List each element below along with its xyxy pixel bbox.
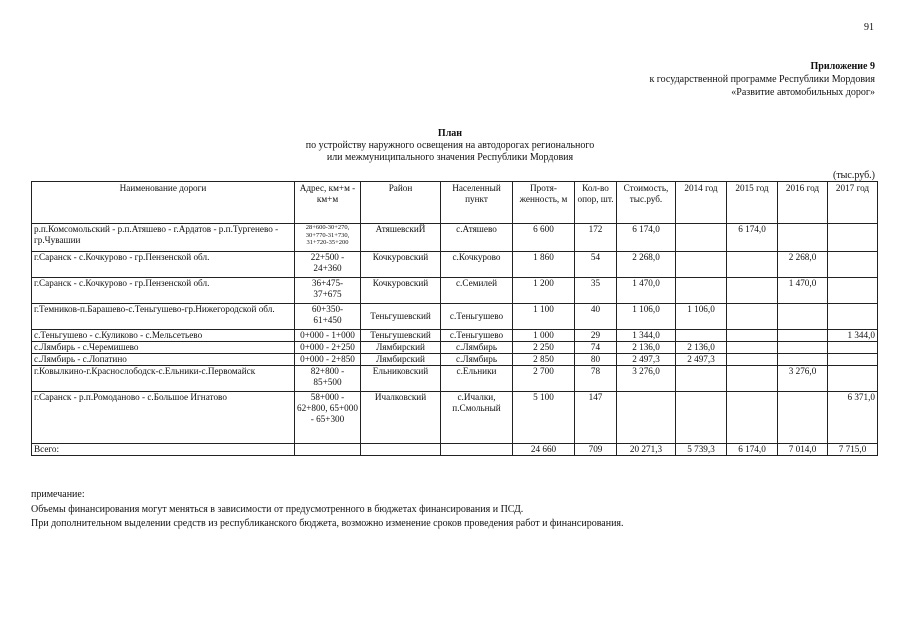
cell-2016 bbox=[778, 342, 828, 354]
header-length: Протя-женность, м bbox=[513, 182, 575, 224]
cell-empty bbox=[441, 444, 513, 456]
cell-cost: 1 106,0 bbox=[617, 304, 676, 330]
cell-road: г.Саранск - с.Кочкурово - гр.Пензенской обл. bbox=[32, 278, 295, 304]
cell-2016 bbox=[778, 330, 828, 342]
cell-2015: 6 174,0 bbox=[727, 224, 778, 252]
total-2017: 7 715,0 bbox=[828, 444, 878, 456]
total-length: 24 660 bbox=[513, 444, 575, 456]
cell-road: с.Лямбирь - с.Черемишево bbox=[32, 342, 295, 354]
cell-2014: 2 136,0 bbox=[676, 342, 727, 354]
cell-length: 2 700 bbox=[513, 366, 575, 392]
cell-2016: 2 268,0 bbox=[778, 252, 828, 278]
cell-2016 bbox=[778, 224, 828, 252]
cell-address: 58+000 - 62+800, 65+000 - 65+300 bbox=[295, 392, 361, 444]
cell-length: 1 200 bbox=[513, 278, 575, 304]
cell-empty bbox=[361, 444, 441, 456]
notes-section bbox=[31, 488, 624, 531]
cell-2017 bbox=[828, 304, 878, 330]
header-2014: 2014 год bbox=[676, 182, 727, 224]
cell-2014 bbox=[676, 252, 727, 278]
cell-2014: 1 106,0 bbox=[676, 304, 727, 330]
cell-locality: с.Ичалки, п.Смольный bbox=[441, 392, 513, 444]
appendix-title: Приложение 9 bbox=[810, 61, 875, 72]
cell-2015 bbox=[727, 342, 778, 354]
cell-road: г.Темников-п.Барашево-с.Теньгушево-гр.Нижегородской обл. bbox=[32, 304, 295, 330]
cell-2016 bbox=[778, 354, 828, 366]
cell-2014 bbox=[676, 278, 727, 304]
cell-poles: 78 bbox=[575, 366, 617, 392]
cell-cost: 3 276,0 bbox=[617, 366, 676, 392]
cell-road: р.п.Комсомольский - р.п.Атяшево - г.Ардатов - р.п.Тургенево - гр.Чувашии bbox=[32, 224, 295, 252]
cell-address: 0+000 - 2+850 bbox=[295, 354, 361, 366]
cell-poles: 74 bbox=[575, 342, 617, 354]
cell-road: г.Саранск - с.Кочкурово - гр.Пензенской обл. bbox=[32, 252, 295, 278]
cell-region: Лямбирский bbox=[361, 354, 441, 366]
cell-2017 bbox=[828, 278, 878, 304]
total-label: Всего: bbox=[32, 444, 295, 456]
cell-poles: 147 bbox=[575, 392, 617, 444]
header-address: Адрес, км+м - км+м bbox=[295, 182, 361, 224]
note-line-1: Объемы финансирования могут меняться в зависимости от предусмотренного в бюджетах финансирования и ПСД. bbox=[31, 504, 524, 515]
cell-2017 bbox=[828, 224, 878, 252]
cell-poles: 172 bbox=[575, 224, 617, 252]
cell-region: Ельниковский bbox=[361, 366, 441, 392]
appendix-line-3: «Развитие автомобильных дорог» bbox=[731, 87, 875, 98]
cell-2016 bbox=[778, 392, 828, 444]
cell-2016 bbox=[778, 304, 828, 330]
cell-cost: 2 268,0 bbox=[617, 252, 676, 278]
header-2016: 2016 год bbox=[778, 182, 828, 224]
cell-locality: с.Теньгушево bbox=[441, 304, 513, 330]
table-row bbox=[32, 366, 878, 392]
cell-length: 6 600 bbox=[513, 224, 575, 252]
cell-region: Кочкуровский bbox=[361, 278, 441, 304]
cell-poles: 35 bbox=[575, 278, 617, 304]
cell-2017 bbox=[828, 342, 878, 354]
cell-2017 bbox=[828, 366, 878, 392]
table-row bbox=[32, 330, 878, 342]
cell-2014 bbox=[676, 224, 727, 252]
table-row bbox=[32, 342, 878, 354]
cell-length: 2 250 bbox=[513, 342, 575, 354]
cell-length: 5 100 bbox=[513, 392, 575, 444]
appendix-line-2: к государственной программе Республики Мордовия bbox=[649, 74, 875, 85]
cell-address: 36+475- 37+675 bbox=[295, 278, 361, 304]
cell-road: г.Ковылкино-г.Краснослободск-с.Ельники-с.Первомайск bbox=[32, 366, 295, 392]
header-2015: 2015 год bbox=[727, 182, 778, 224]
total-2016: 7 014,0 bbox=[778, 444, 828, 456]
cell-2015 bbox=[727, 278, 778, 304]
cell-locality: с.Кочкурово bbox=[441, 252, 513, 278]
cell-2017: 1 344,0 bbox=[828, 330, 878, 342]
cell-poles: 80 bbox=[575, 354, 617, 366]
header-poles: Кол-во опор, шт. bbox=[575, 182, 617, 224]
appendix-header bbox=[649, 60, 875, 99]
total-row bbox=[32, 444, 878, 456]
cell-road: с.Лямбирь - с.Лопатино bbox=[32, 354, 295, 366]
cell-cost: 1 470,0 bbox=[617, 278, 676, 304]
note-line-2: При дополнительном выделении средств из республиканского бюджета, возможно изменение сроков проведения работ и финансирования. bbox=[31, 518, 624, 529]
cell-2014 bbox=[676, 330, 727, 342]
page-number: 91 bbox=[864, 22, 874, 33]
cell-length: 1 100 bbox=[513, 304, 575, 330]
table-row bbox=[32, 252, 878, 278]
total-2015: 6 174,0 bbox=[727, 444, 778, 456]
total-2014: 5 739,3 bbox=[676, 444, 727, 456]
cell-region: Теньгушевский bbox=[361, 330, 441, 342]
cell-region: Лямбирский bbox=[361, 342, 441, 354]
cell-cost bbox=[617, 392, 676, 444]
header-cost: Стоимость, тыс.руб. bbox=[617, 182, 676, 224]
cell-locality: с.Атяшево bbox=[441, 224, 513, 252]
table-row bbox=[32, 304, 878, 330]
cell-2016: 1 470,0 bbox=[778, 278, 828, 304]
cell-cost: 2 497,3 bbox=[617, 354, 676, 366]
cell-2015 bbox=[727, 392, 778, 444]
cell-address: 0+000 - 2+250 bbox=[295, 342, 361, 354]
cell-region: Кочкуровский bbox=[361, 252, 441, 278]
cell-2015 bbox=[727, 252, 778, 278]
cell-locality: с.Семилей bbox=[441, 278, 513, 304]
cell-locality: с.Лямбирь bbox=[441, 342, 513, 354]
cell-locality: с.Лямбирь bbox=[441, 354, 513, 366]
cell-length: 1 000 bbox=[513, 330, 575, 342]
cell-address: 22+500 - 24+360 bbox=[295, 252, 361, 278]
cell-2014 bbox=[676, 392, 727, 444]
cell-address: 82+800 - 85+500 bbox=[295, 366, 361, 392]
cell-locality: с.Теньгушево bbox=[441, 330, 513, 342]
cell-2015 bbox=[727, 366, 778, 392]
document-title bbox=[250, 128, 650, 164]
cell-cost: 1 344,0 bbox=[617, 330, 676, 342]
cell-poles: 40 bbox=[575, 304, 617, 330]
notes-label: примечание: bbox=[31, 489, 85, 500]
cell-2015 bbox=[727, 304, 778, 330]
cell-2017 bbox=[828, 252, 878, 278]
cell-2014 bbox=[676, 366, 727, 392]
cell-2014: 2 497,3 bbox=[676, 354, 727, 366]
total-cost: 20 271,3 bbox=[617, 444, 676, 456]
table-header-row bbox=[32, 182, 878, 224]
cell-locality: с.Ельники bbox=[441, 366, 513, 392]
cell-region: АтяшевскиЙ bbox=[361, 224, 441, 252]
cell-region: Теньгушевский bbox=[361, 304, 441, 330]
header-region: Район bbox=[361, 182, 441, 224]
cell-2017: 6 371,0 bbox=[828, 392, 878, 444]
table-row bbox=[32, 224, 878, 252]
cell-poles: 54 bbox=[575, 252, 617, 278]
table-row bbox=[32, 278, 878, 304]
header-locality: Населенный пункт bbox=[441, 182, 513, 224]
cell-2016: 3 276,0 bbox=[778, 366, 828, 392]
header-road: Наименование дороги bbox=[32, 182, 295, 224]
cell-road: г.Саранск - р.п.Ромоданово - с.Большое Игнатово bbox=[32, 392, 295, 444]
cell-address: 60+350- 61+450 bbox=[295, 304, 361, 330]
cell-address: 0+000 - 1+000 bbox=[295, 330, 361, 342]
table-row bbox=[32, 354, 878, 366]
cell-poles: 29 bbox=[575, 330, 617, 342]
cell-2015 bbox=[727, 354, 778, 366]
cell-region: Ичалковский bbox=[361, 392, 441, 444]
cell-address: 28+600-30+270, 30+770-31+730, 31+720-35+200 bbox=[295, 224, 361, 252]
cell-2015 bbox=[727, 330, 778, 342]
cell-road: с.Теньгушево - с.Куликово - с.Мельсетьево bbox=[32, 330, 295, 342]
cell-cost: 2 136,0 bbox=[617, 342, 676, 354]
cell-2017 bbox=[828, 354, 878, 366]
lighting-plan-table bbox=[31, 181, 878, 456]
title-main: План bbox=[437, 128, 463, 139]
units-label: (тыс.руб.) bbox=[832, 170, 875, 181]
cell-length: 2 850 bbox=[513, 354, 575, 366]
table-row bbox=[32, 392, 878, 444]
cell-length: 1 860 bbox=[513, 252, 575, 278]
title-line-2: по устройству наружного освещения на автодорогах регионального bbox=[305, 140, 595, 151]
cell-cost: 6 174,0 bbox=[617, 224, 676, 252]
title-line-3: или межмуниципального значения Республики Мордовия bbox=[326, 152, 574, 163]
header-2017: 2017 год bbox=[828, 182, 878, 224]
total-poles: 709 bbox=[575, 444, 617, 456]
cell-empty bbox=[295, 444, 361, 456]
